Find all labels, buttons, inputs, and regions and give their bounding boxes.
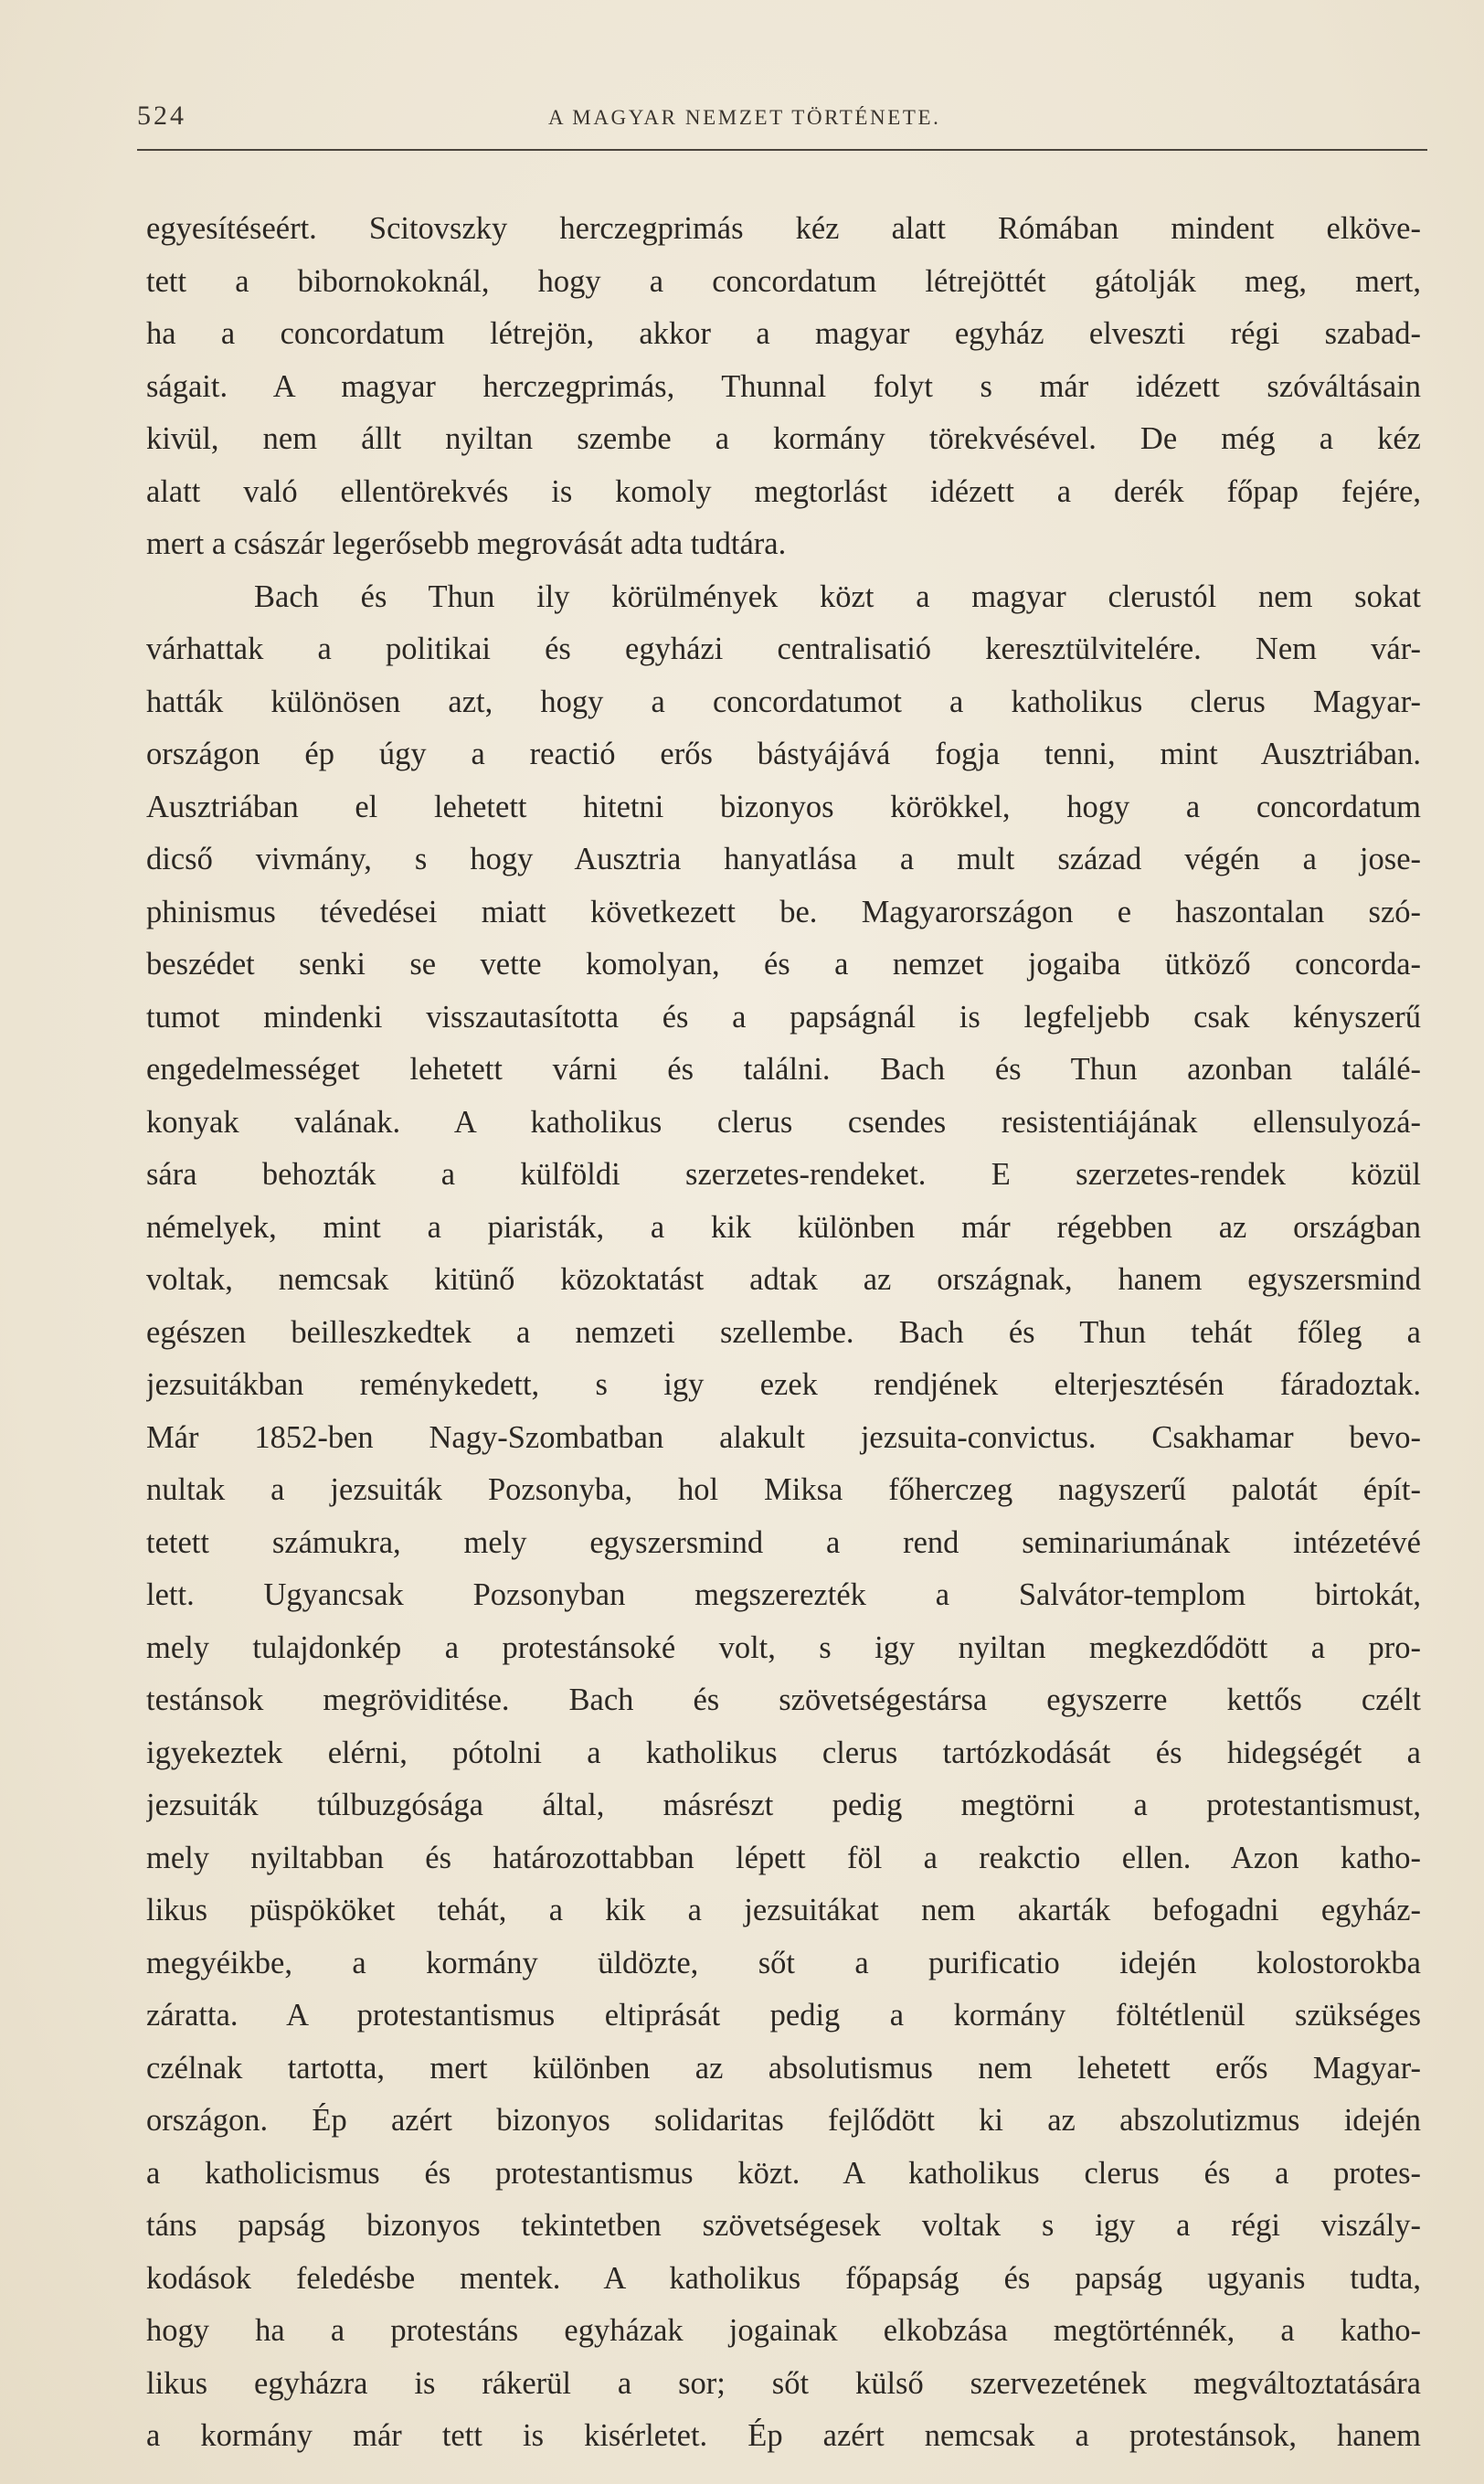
text-line: testánsok megröviditése. Bach és szövetségestársa egyszerre kettős czélt: [146, 1683, 1421, 1717]
text-line: tetett számukra, mely egyszersmind a rend seminariumának intézetévé: [146, 1524, 1421, 1560]
text-line: beszédet senki se vette komolyan, és a nemzet jogaiba ütköző concorda-: [146, 947, 1421, 982]
text-line: országon. Ép azért bizonyos solidaritas fejlődött ki az abszolutizmus idején: [146, 2103, 1421, 2138]
text-line: Bach és Thun ily körülmények közt a magyar clerustól nem sokat: [254, 579, 1421, 614]
text-line: mert a császár legerősebb megrovását adta tudtára.: [146, 526, 787, 561]
text-line: sára behozták a külföldi szerzetes-rendeket. E szerzetes-rendek közül: [146, 1157, 1421, 1192]
running-title: A MAGYAR NEMZET TÖRTÉNETE.: [548, 106, 941, 129]
page-number: 524: [137, 101, 186, 131]
text-line: a katholicismus és protestantismus közt. A katholikus clerus és a protes-: [146, 2155, 1421, 2191]
text-line: Már 1852-ben Nagy-Szombatban alakult jezsuita-convictus. Csakhamar bevo-: [146, 1419, 1421, 1455]
text-line: a kormány már tett is kisérletet. Ép azért nemcsak a protestánsok, hanem: [146, 2418, 1421, 2453]
text-line: hatták különösen azt, hogy a concordatumot a katholikus clerus Magyar-: [146, 684, 1421, 719]
text-line: némelyek, mint a piaristák, a kik különben már régebben az országban: [146, 1209, 1421, 1245]
text-line: dicső vivmány, s hogy Ausztria hanyatlása a mult század végén a jose-: [146, 842, 1421, 876]
header-rule: [137, 149, 1427, 151]
text-line: országon ép úgy a reactió erős bástyájává fogja tenni, mint Ausztriában.: [146, 737, 1421, 771]
text-line: táns papság bizonyos tekintetben szövetségesek voltak s igy a régi viszály-: [146, 2208, 1421, 2243]
text-line: megyéikbe, a kormány üldözte, sőt a purificatio idején kolostorokba: [146, 1945, 1421, 1980]
text-line: egyesítéseért. Scitovszky herczegprimás kéz alatt Rómában mindent elköve-: [146, 211, 1421, 246]
body-text: [146, 203, 1421, 2463]
text-line: ha a concordatum létrejön, akkor a magyar egyház elveszti régi szabad-: [146, 316, 1421, 351]
text-line: záratta. A protestantismus eltiprását pedig a kormány föltétlenül szükséges: [146, 1998, 1421, 2033]
text-line: kivül, nem állt nyiltan szembe a kormány törekvésével. De még a kéz: [146, 421, 1421, 456]
text-line: hogy ha a protestáns egyházak jogainak elkobzása megtörténnék, a katho-: [146, 2313, 1421, 2348]
page-header: [137, 101, 1427, 137]
text-line: czélnak tartotta, mert különben az absolutismus nem lehetett erős Magyar-: [146, 2050, 1421, 2086]
text-line: ságait. A magyar herczegprimás, Thunnal folyt s már idézett szóváltásain: [146, 368, 1421, 404]
text-line: kodások feledésbe mentek. A katholikus főpapság és papság ugyanis tudta,: [146, 2260, 1421, 2296]
text-line: mely nyiltabban és határozottabban lépett föl a reakctio ellen. Azon katho-: [146, 1840, 1421, 1875]
text-line: likus egyházra is rákerül a sor; sőt külső szervezetének megváltoztatására: [146, 2365, 1421, 2401]
text-line: várhattak a politikai és egyházi centralisatió keresztülvitelére. Nem vár-: [146, 632, 1421, 666]
text-line: engedelmességet lehetett várni és találni. Bach és Thun azonban találé-: [146, 1052, 1421, 1087]
text-line: tett a bibornokoknál, hogy a concordatum létrejöttét gátolják meg, mert,: [146, 263, 1421, 299]
text-line: phinismus tévedései miatt következett be. Magyarországon e haszontalan szó-: [146, 894, 1421, 929]
text-line: jezsuitákban reménykedett, s igy ezek rendjének elterjesztésén fáradoztak.: [146, 1367, 1421, 1402]
text-line: voltak, nemcsak kitünő közoktatást adtak az országnak, hanem egyszersmind: [146, 1262, 1421, 1297]
text-line: konyak valának. A katholikus clerus csendes resistentiájának ellensulyozá-: [146, 1104, 1421, 1140]
text-line: mely tulajdonkép a protestánsoké volt, s igy nyiltan megkezdődött a pro-: [146, 1629, 1421, 1665]
text-line: tumot mindenki visszautasította és a papságnál is legfeljebb csak kényszerű: [146, 999, 1421, 1035]
text-line: alatt való ellentörekvés is komoly megtorlást idézett a derék főpap fejére,: [146, 473, 1421, 509]
text-line: egészen beilleszkedtek a nemzeti szellembe. Bach és Thun tehát főleg a: [146, 1314, 1421, 1350]
text-line: igyekeztek elérni, pótolni a katholikus clerus tartózkodását és hidegségét a: [146, 1735, 1421, 1770]
text-line: nultak a jezsuiták Pozsonyba, hol Miksa főherczeg nagyszerű palotát épít-: [146, 1472, 1421, 1507]
text-line: likus püspököket tehát, a kik a jezsuitákat nem akarták befogadni egyház-: [146, 1893, 1421, 1927]
text-line: jezsuiták túlbuzgósága által, másrészt pedig megtörni a protestantismust,: [146, 1788, 1421, 1822]
text-line: Ausztriában el lehetett hitetni bizonyos körökkel, hogy a concordatum: [146, 789, 1421, 824]
text-line: lett. Ugyancsak Pozsonyban megszerezték a Salvátor-templom birtokát,: [146, 1577, 1421, 1612]
